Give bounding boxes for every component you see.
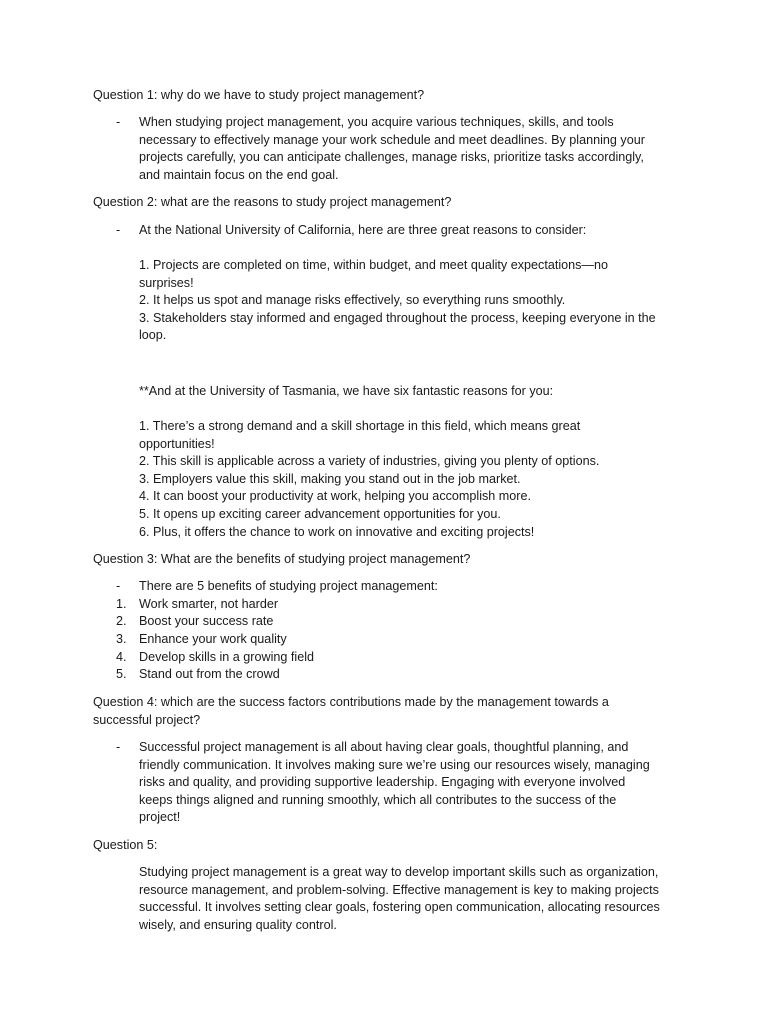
answer-line: Successful project management is all about having clear goals, thoughtful planning, and xyxy=(139,740,629,754)
list-number: 4. xyxy=(116,650,127,664)
california-reasons xyxy=(139,257,679,345)
answer-line: successful. It involves setting clear goals, fostering open communication, allocating resources xyxy=(139,900,660,915)
list-number: 3. xyxy=(116,632,127,646)
reason-line: 5. It opens up exciting career advancement opportunities for you. xyxy=(139,506,501,521)
question-3-heading: Question 3: What are the benefits of studying project management? xyxy=(93,552,471,566)
answer-line: When studying project management, you acquire various techniques, skills, and tools xyxy=(139,115,614,129)
bullet-marker: - xyxy=(116,115,121,129)
bullet-marker: - xyxy=(116,223,121,237)
answer-line: friendly communication. It involves making sure we’re using our resources wisely, managing xyxy=(139,757,650,772)
answer-line: keeps things aligned and running smoothly, which all contributes to the success of the xyxy=(139,792,617,807)
reason-line: 1. There’s a strong demand and a skill shortage in this field, which means great xyxy=(139,419,581,433)
answer-line: projects carefully, you can anticipate challenges, manage risks, prioritize tasks accordingly, xyxy=(139,150,644,165)
list-number: 5. xyxy=(116,667,127,681)
question-5-heading: Question 5: xyxy=(93,838,158,852)
tasmania-intro: **And at the University of Tasmania, we have six fantastic reasons for you: xyxy=(139,384,554,398)
benefit-item: Work smarter, not harder xyxy=(139,597,279,611)
question-1-answer xyxy=(139,114,679,184)
list-number: 1. xyxy=(116,597,127,611)
question-2-intro: At the National University of California, here are three great reasons to consider: xyxy=(139,223,587,237)
question-3-intro: There are 5 benefits of studying project management: xyxy=(139,579,438,593)
answer-line: wisely, and ensuring quality control. xyxy=(139,917,337,932)
benefit-item: Develop skills in a growing field xyxy=(139,650,314,664)
question-5-answer xyxy=(139,864,679,934)
question-line: successful project? xyxy=(93,712,201,727)
question-2-heading: Question 2: what are the reasons to study project management? xyxy=(93,195,452,209)
reason-line: 2. It helps us spot and manage risks effectively, so everything runs smoothly. xyxy=(139,293,566,308)
bullet-marker: - xyxy=(116,579,121,593)
bullet-marker: - xyxy=(116,740,121,754)
reason-line: 2. This skill is applicable across a variety of industries, giving you plenty of options. xyxy=(139,454,600,469)
answer-line: risks and quality, and providing supportive leadership. Engaging with everyone involved xyxy=(139,775,626,790)
reason-line: 4. It can boost your productivity at work, helping you accomplish more. xyxy=(139,489,531,504)
answer-line: resource management, and problem-solving. Effective management is key to making projects xyxy=(139,882,659,897)
reason-line: opportunities! xyxy=(139,436,215,451)
list-number: 2. xyxy=(116,614,127,628)
reason-line: 3. Employers value this skill, making you stand out in the job market. xyxy=(139,471,521,486)
question-4-heading xyxy=(93,694,683,729)
answer-line: necessary to effectively manage your work schedule and meet deadlines. By planning your xyxy=(139,132,645,147)
answer-line: and maintain focus on the end goal. xyxy=(139,167,339,182)
benefit-item: Enhance your work quality xyxy=(139,632,287,646)
reason-line: 6. Plus, it offers the chance to work on innovative and exciting projects! xyxy=(139,524,535,539)
answer-line: Studying project management is a great way to develop important skills such as organization, xyxy=(139,865,659,879)
question-1-heading: Question 1: why do we have to study project management? xyxy=(93,88,425,102)
reason-line: loop. xyxy=(139,328,167,343)
benefit-item: Stand out from the crowd xyxy=(139,667,280,681)
question-4-answer xyxy=(139,739,679,827)
question-line: Question 4: which are the success factors contributions made by the management towards a xyxy=(93,695,609,709)
reason-line: 1. Projects are completed on time, within budget, and meet quality expectations—no xyxy=(139,258,609,272)
reason-line: surprises! xyxy=(139,275,194,290)
tasmania-reasons xyxy=(139,418,679,541)
answer-line: project! xyxy=(139,810,181,825)
reason-line: 3. Stakeholders stay informed and engaged throughout the process, keeping everyone in the xyxy=(139,310,656,325)
benefit-item: Boost your success rate xyxy=(139,614,274,628)
